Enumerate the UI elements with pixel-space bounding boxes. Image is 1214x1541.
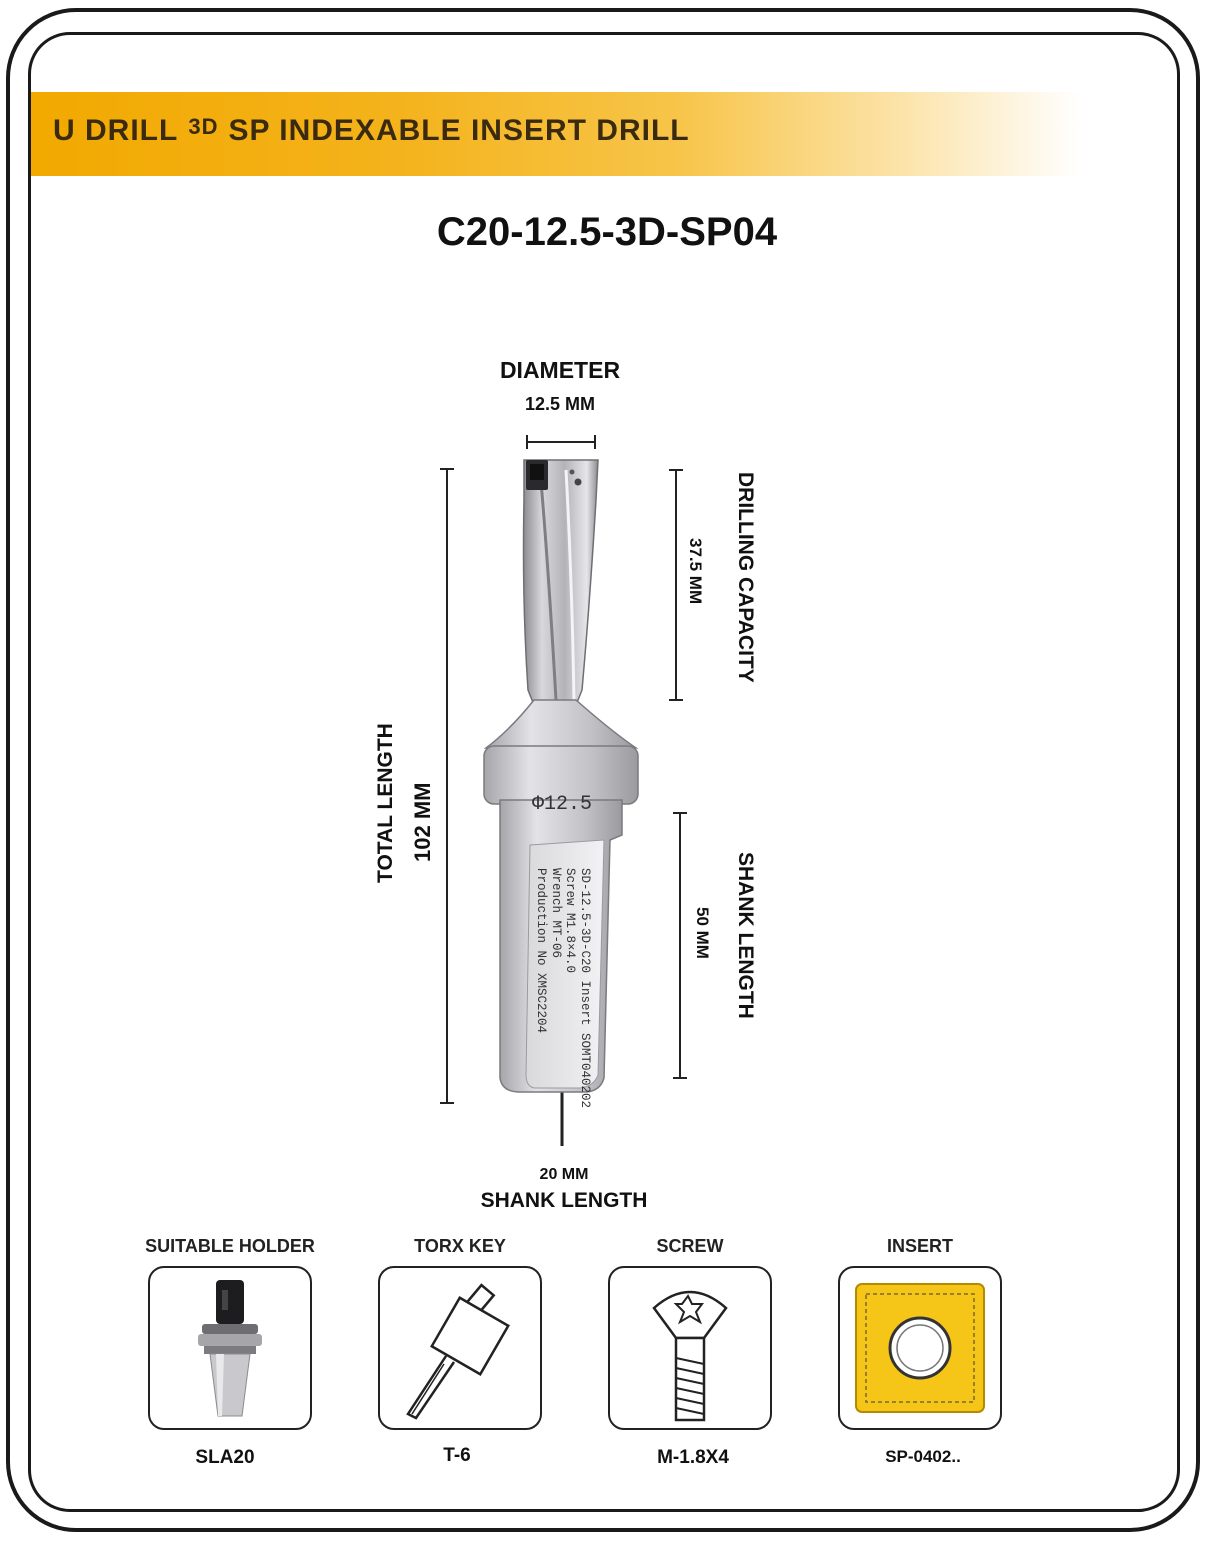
banner-3d-label: 3D <box>188 114 219 139</box>
collar-engraving: Φ12.5 <box>532 793 593 816</box>
model-number: C20-12.5-3D-SP04 <box>436 210 778 254</box>
banner-title-part2: SP INDEXABLE INSERT DRILL <box>228 114 690 147</box>
accessory-title-torx-key: TORX KEY <box>414 1236 506 1256</box>
accessory-value-holder: SLA20 <box>195 1447 255 1468</box>
diameter-title: DIAMETER <box>499 357 621 383</box>
accessory-value-insert: SP-0402.. <box>885 1447 961 1466</box>
drill-flute <box>524 460 599 705</box>
accessory-value-torx-key: T-6 <box>443 1445 471 1466</box>
accessory-title-holder: SUITABLE HOLDER <box>145 1236 315 1256</box>
engraving-line-1: SD-12.5-3D-C20 Insert SOMT040202 <box>578 868 592 1109</box>
engraving-line-3: Wrench MT-06 <box>549 868 563 959</box>
diameter-dimension-line <box>527 435 595 449</box>
accessory-card-insert <box>838 1266 1002 1430</box>
shank-length-title: SHANK LENGTH <box>734 852 757 1019</box>
insert-icon <box>840 1268 1000 1428</box>
shank-engraving <box>534 868 592 1108</box>
drilling-capacity-value: 37.5 MM <box>686 538 705 605</box>
accessory-title-screw: SCREW <box>656 1236 724 1256</box>
accessory-card-torx-key <box>378 1266 542 1430</box>
engraving-line-4: Production No XMSC2204 <box>534 868 549 1034</box>
shank-diameter-value: 20 MM <box>539 1166 589 1183</box>
accessory-card-screw <box>608 1266 772 1430</box>
tool-holder-icon <box>150 1268 310 1428</box>
accessory-title-insert: INSERT <box>886 1236 953 1256</box>
accessory-card-holder <box>148 1266 312 1430</box>
drilling-capacity-dimension-line <box>669 470 683 700</box>
drill-cone <box>486 700 636 748</box>
banner-title-part1: U DRILL <box>53 114 179 147</box>
shank-diameter-title: SHANK LENGTH <box>480 1189 648 1212</box>
total-length-dimension-line <box>440 469 454 1103</box>
total-length-value: 102 MM <box>410 782 435 862</box>
diameter-value: 12.5 MM <box>524 394 596 414</box>
shank-length-dimension-line <box>673 813 687 1078</box>
shank-length-value: 50 MM <box>693 907 712 959</box>
drilling-capacity-title: DRILLING CAPACITY <box>734 472 757 683</box>
engraving-line-2: Screw M1.8×4.0 <box>563 868 578 974</box>
total-length-title: TOTAL LENGTH <box>374 723 397 883</box>
torx-key-icon <box>380 1268 540 1428</box>
accessory-value-screw: M-1.8X4 <box>657 1447 729 1468</box>
screw-icon <box>610 1268 770 1428</box>
